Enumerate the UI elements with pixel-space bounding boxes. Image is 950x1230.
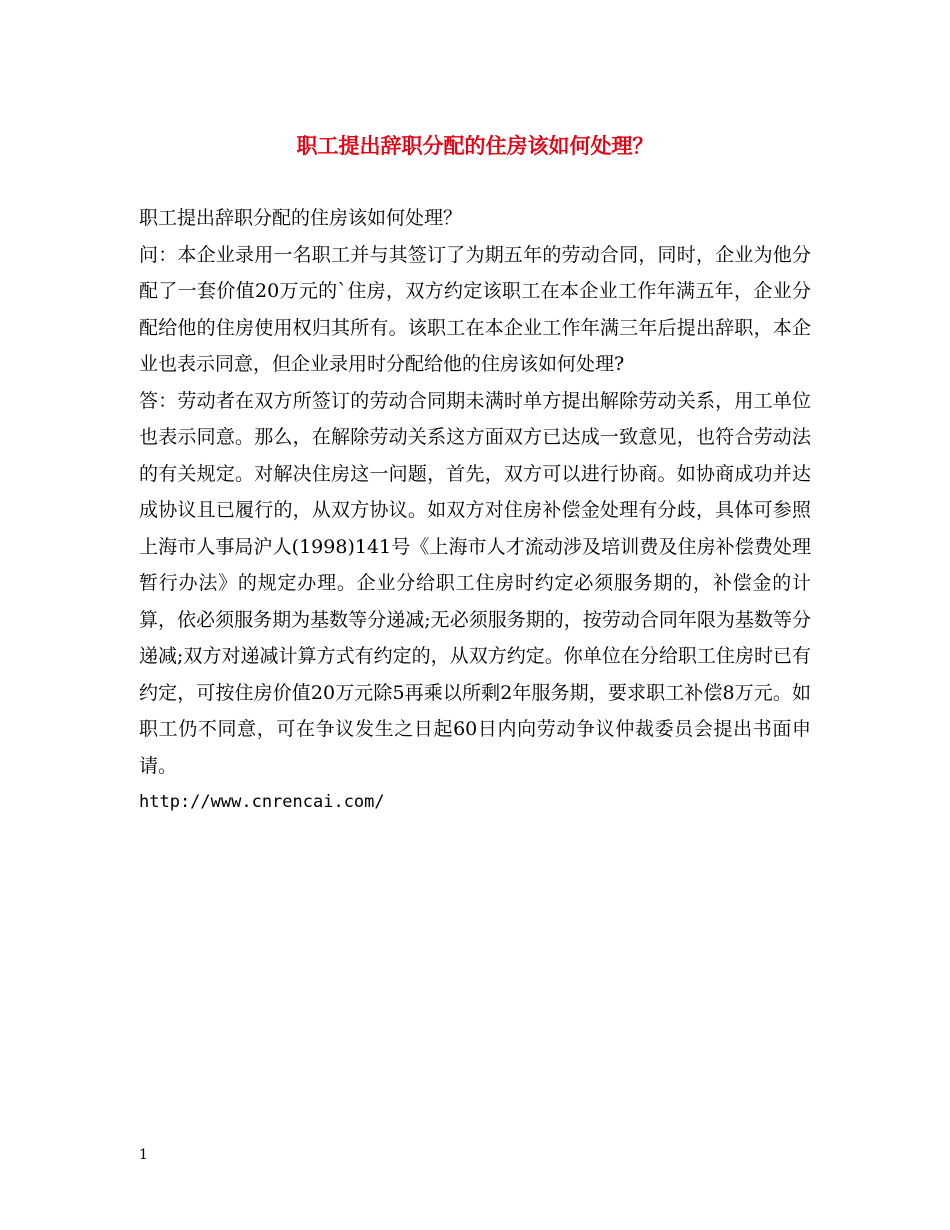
- question-paragraph: 问：本企业录用一名职工并与其签订了为期五年的劳动合同，同时，企业为他分配了一套价值20万元的`住房，双方约定该职工在本企业工作年满五年，企业分配给他的住房使用权归其所有。该职工在本企业工作年满三年后提出辞职，本企业也表示同意，但企业录用时分配给他的住房该如何处理?: [139, 243, 811, 375]
- document-title: 职工提出辞职分配的住房该如何处理？: [296, 133, 654, 158]
- answer-paragraph: 答：劳动者在双方所签订的劳动合同期未满时单方提出解除劳动关系，用工单位也表示同意。那么，在解除劳动关系这方面双方已达成一致意见，也符合劳动法的有关规定。对解决住房这一问题，首先，双方可以进行协商。如协商成功并达成协议且已履行的，从双方协议。如双方对住房补偿金处理有分歧，具体可参照上海市人事局沪人(1998)141号《上海市人才流动涉及培训费及住房补偿费处理暂行办法》的规定办理。企业分给职工住房时约定必须服务期的，补偿金的计算，依必须服务期为基数等分递减;无必须服务期的，按劳动合同年限为基数等分递减;双方对递减计算方式有约定的，从双方约定。你单位在分给职工住房时已有约定，可按住房价值20万元除5再乘以所剩2年服务期，要求职工补偿8万元。如职工仍不同意，可在争议发生之日起60日内向劳动争议仲裁委员会提出书面申请。: [139, 389, 811, 777]
- document-subtitle: 职工提出辞职分配的住房该如何处理？: [139, 207, 463, 229]
- page-number: 1: [139, 1147, 148, 1163]
- source-url-link[interactable]: http://www.cnrencai.com/: [139, 792, 385, 812]
- document-body: [139, 200, 811, 821]
